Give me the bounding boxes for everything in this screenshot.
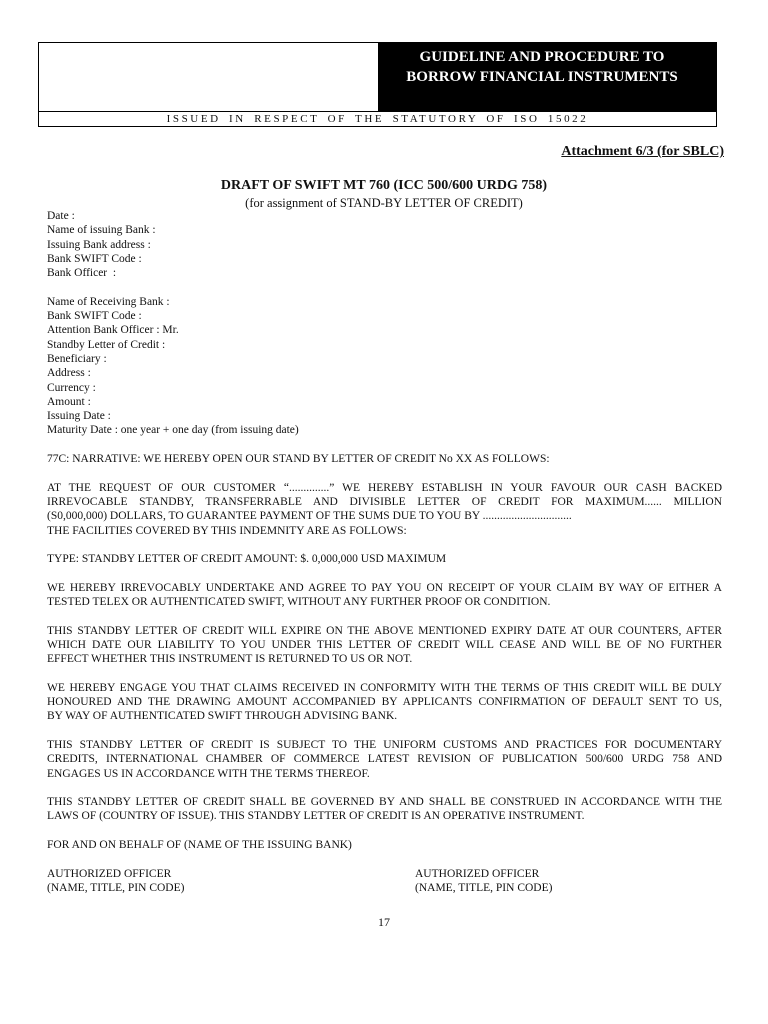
field-issuing-bank-name: Name of issuing Bank : bbox=[47, 224, 156, 237]
paragraph-narrative bbox=[47, 452, 722, 466]
document-header bbox=[38, 42, 717, 127]
field-amount: Amount : bbox=[47, 395, 91, 408]
paragraph-undertaking bbox=[47, 581, 722, 610]
paragraph-line: IRREVOCABLE STANDBY, TRANSFERRABLE AND DIVISIBLE LETTER OF CREDIT FOR MAXIMUM...... MILLION bbox=[47, 495, 722, 508]
document-subtitle: (for assignment of STAND-BY LETTER OF CREDIT) bbox=[245, 196, 523, 210]
paragraph-line: ENGAGES US IN ACCORDANCE WITH THE TERMS THEREOF. bbox=[47, 767, 370, 780]
paragraph-line: (S0,000,000) DOLLARS, TO GUARANTEE PAYMENT OF THE SUMS DUE TO YOU BY ............................... bbox=[47, 510, 572, 523]
signature-left bbox=[47, 867, 184, 896]
paragraph-line: WE HEREBY IRREVOCABLY UNDERTAKE AND AGREE TO PAY YOU ON RECEIPT OF YOUR CLAIM BY WAY OF EITHER A bbox=[47, 581, 722, 594]
paragraph-line: 77C: NARRATIVE: WE HEREBY OPEN OUR STAND BY LETTER OF CREDIT No XX AS FOLLOWS: bbox=[47, 453, 550, 466]
field-issuing-bank-address: Issuing Bank address : bbox=[47, 238, 151, 251]
signature-right bbox=[415, 867, 552, 896]
header-title-box bbox=[378, 43, 716, 111]
receiving-bank-fields bbox=[47, 295, 722, 438]
field-issuing-bank-swift: Bank SWIFT Code : bbox=[47, 252, 142, 265]
document-title: DRAFT OF SWIFT MT 760 (ICC 500/600 URDG 758) bbox=[220, 178, 548, 193]
paragraph-line: THIS STANDBY LETTER OF CREDIT WILL EXPIRE ON THE ABOVE MENTIONED EXPIRY DATE AT OUR COUNTERS, AFTER bbox=[47, 624, 722, 637]
field-currency: Currency : bbox=[47, 381, 96, 394]
field-attention-officer: Attention Bank Officer : Mr. bbox=[47, 324, 179, 337]
swift-draft-body bbox=[47, 209, 722, 895]
field-beneficiary: Beneficiary : bbox=[47, 352, 107, 365]
paragraph-line: THE FACILITIES COVERED BY THIS INDEMNITY ARE AS FOLLOWS: bbox=[47, 524, 407, 537]
signature-role: AUTHORIZED OFFICER bbox=[415, 867, 540, 880]
paragraph-line: WHICH DATE OUR LIABILITY TO YOU UNDER THIS LETTER OF CREDIT WILL CEASE AND WILL BE OF NO FURTHER bbox=[47, 638, 722, 651]
field-receiving-bank-swift: Bank SWIFT Code : bbox=[47, 310, 142, 323]
paragraph-expiry bbox=[47, 624, 722, 667]
signature-details: (NAME, TITLE, PIN CODE) bbox=[47, 881, 185, 894]
paragraph-type-amount bbox=[47, 552, 722, 566]
paragraph-governing-law bbox=[47, 795, 722, 824]
field-receiving-bank-name: Name of Receiving Bank : bbox=[47, 295, 170, 308]
paragraph-line: TESTED TELEX OR AUTHENTICATED SWIFT, WITHOUT ANY FURTHER PROOF OR CONDITION. bbox=[47, 596, 551, 609]
paragraph-claims bbox=[47, 681, 722, 724]
field-date: Date : bbox=[47, 210, 75, 222]
signature-details: (NAME, TITLE, PIN CODE) bbox=[415, 881, 553, 894]
paragraph-ucp-subject bbox=[47, 738, 722, 781]
paragraph-line: HONOURED AND THE DRAWING AMOUNT ACCOMPANIED BY APPLICANTS CONFIRMATION OF DEFAULT SENT TO US, bbox=[47, 696, 722, 709]
paragraph-line: WE HEREBY ENGAGE YOU THAT CLAIMS RECEIVED IN CONFORMITY WITH THE TERMS OF THIS CREDIT WILL BE DULY bbox=[47, 681, 722, 694]
paragraph-line: EFFECT WHETHER THIS INSTRUMENT IS RETURNED TO US OR NOT. bbox=[47, 653, 413, 666]
attachment-label: Attachment 6/3 (for SBLC) bbox=[561, 144, 724, 159]
issued-statement: ISSUED IN RESPECT OF THE STATUTORY OF ISO 15022 bbox=[39, 111, 716, 127]
field-maturity-date: Maturity Date : one year + one day (from issuing date) bbox=[47, 424, 299, 437]
paragraph-on-behalf bbox=[47, 838, 722, 852]
issuing-bank-fields bbox=[47, 209, 722, 280]
signature-role: AUTHORIZED OFFICER bbox=[47, 867, 172, 880]
header-title-line-1: GUIDELINE AND PROCEDURE TO bbox=[419, 49, 665, 65]
paragraph-line: AT THE REQUEST OF OUR CUSTOMER “..............” WE HEREBY ESTABLISH IN YOUR FAVOUR OUR CASH BACKED bbox=[47, 481, 722, 494]
paragraph-line: TYPE: STANDBY LETTER OF CREDIT AMOUNT: $. 0,000,000 USD MAXIMUM bbox=[47, 553, 447, 566]
field-standby-letter: Standby Letter of Credit : bbox=[47, 338, 166, 351]
header-blank-area bbox=[39, 43, 378, 111]
header-title-line-2: BORROW FINANCIAL INSTRUMENTS bbox=[406, 69, 678, 85]
paragraph-line: CREDITS, INTERNATIONAL CHAMBER OF COMMERCE LATEST REVISION OF PUBLICATION 500/600 URDG 758 AND bbox=[47, 753, 722, 766]
field-issuing-date: Issuing Date : bbox=[47, 410, 111, 423]
paragraph-line: LAWS OF (COUNTRY OF ISSUE). THIS STANDBY LETTER OF CREDIT IS AN OPERATIVE INSTRUMENT. bbox=[47, 810, 585, 823]
paragraph-customer-request bbox=[47, 481, 722, 538]
paragraph-line: FOR AND ON BEHALF OF (NAME OF THE ISSUING BANK) bbox=[47, 839, 352, 852]
paragraph-line: THIS STANDBY LETTER OF CREDIT IS SUBJECT TO THE UNIFORM CUSTOMS AND PRACTICES FOR DOCUMENTARY bbox=[47, 738, 722, 751]
field-issuing-bank-officer: Bank Officer : bbox=[47, 267, 117, 280]
signature-blocks bbox=[47, 867, 722, 896]
page-number: 17 bbox=[378, 915, 390, 929]
paragraph-line: THIS STANDBY LETTER OF CREDIT SHALL BE GOVERNED BY AND SHALL BE CONSTRUED IN ACCORDANCE WITH THE bbox=[47, 796, 722, 809]
field-address: Address : bbox=[47, 367, 91, 380]
paragraph-line: BY WAY OF AUTHENTICATED SWIFT THROUGH ADVISING BANK. bbox=[47, 710, 398, 723]
